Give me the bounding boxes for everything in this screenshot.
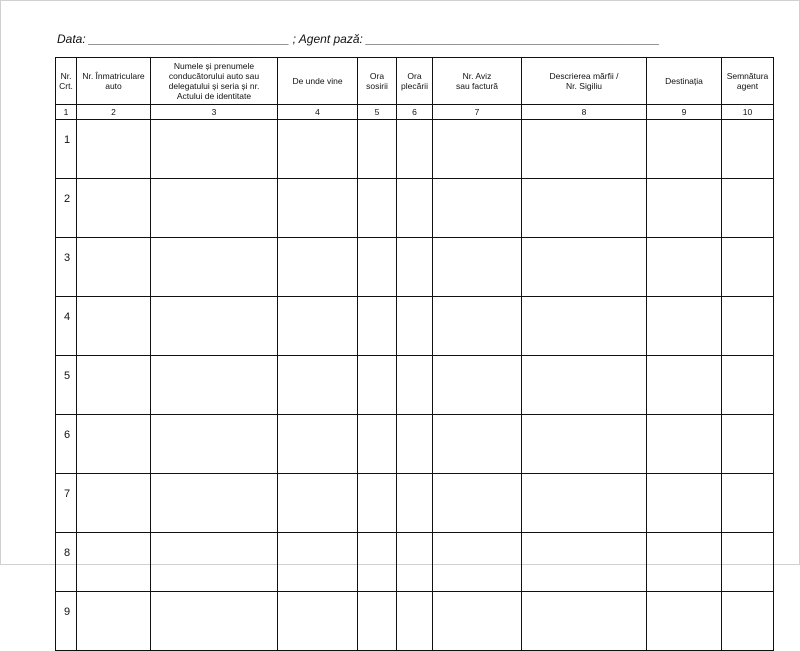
entry-cell[interactable] [722, 297, 774, 356]
entry-cell[interactable] [397, 120, 433, 179]
entry-cell[interactable] [522, 120, 647, 179]
entry-cell[interactable] [77, 592, 151, 651]
entry-cell[interactable] [722, 179, 774, 238]
row-number: 1 [56, 120, 77, 179]
column-number: 3 [151, 105, 278, 120]
column-header-arrival-time: Ora sosirii [358, 58, 397, 105]
entry-cell[interactable] [722, 592, 774, 651]
entry-cell[interactable] [433, 297, 522, 356]
header-row [56, 58, 774, 105]
row-number: 2 [56, 179, 77, 238]
entry-cell[interactable] [151, 592, 278, 651]
row-number: 5 [56, 356, 77, 415]
column-header-plate-number: Nr. Înmatriculare auto [77, 58, 151, 105]
table-row [56, 474, 774, 533]
entry-cell[interactable] [151, 415, 278, 474]
row-number: 3 [56, 238, 77, 297]
entry-cell[interactable] [647, 238, 722, 297]
entry-cell[interactable] [647, 297, 722, 356]
column-header-departure-time: Ora plecării [397, 58, 433, 105]
entry-cell[interactable] [151, 179, 278, 238]
entry-cell[interactable] [77, 297, 151, 356]
entry-cell[interactable] [522, 533, 647, 592]
entry-cell[interactable] [278, 474, 358, 533]
entry-cell[interactable] [151, 474, 278, 533]
entry-cell[interactable] [722, 474, 774, 533]
entry-cell[interactable] [278, 238, 358, 297]
entry-cell[interactable] [151, 533, 278, 592]
table-row [56, 120, 774, 179]
entry-cell[interactable] [647, 592, 722, 651]
column-number-row [56, 105, 774, 120]
entry-cell[interactable] [278, 533, 358, 592]
entry-cell[interactable] [77, 356, 151, 415]
entry-cell[interactable] [358, 297, 397, 356]
column-number: 2 [77, 105, 151, 120]
entry-cell[interactable] [647, 120, 722, 179]
entry-cell[interactable] [278, 179, 358, 238]
column-number: 9 [647, 105, 722, 120]
column-number: 4 [278, 105, 358, 120]
entry-cell[interactable] [358, 474, 397, 533]
entry-cell[interactable] [397, 415, 433, 474]
entry-cell[interactable] [77, 533, 151, 592]
entry-cell[interactable] [358, 179, 397, 238]
column-number: 10 [722, 105, 774, 120]
entry-cell[interactable] [397, 238, 433, 297]
entry-cell[interactable] [358, 533, 397, 592]
entry-cell[interactable] [433, 592, 522, 651]
entry-cell[interactable] [647, 415, 722, 474]
entry-cell[interactable] [278, 415, 358, 474]
column-header-driver-name: Numele și prenumele conducătorului auto sau delegatului și seria și nr. Actului de identitate [151, 58, 278, 105]
row-number: 8 [56, 533, 77, 592]
column-header-nr-crt: Nr. Crt. [56, 58, 77, 105]
entry-cell[interactable] [522, 238, 647, 297]
entry-cell[interactable] [358, 356, 397, 415]
table-row [56, 356, 774, 415]
entry-cell[interactable] [522, 179, 647, 238]
entry-cell[interactable] [278, 120, 358, 179]
entry-cell[interactable] [358, 592, 397, 651]
entry-cell[interactable] [722, 356, 774, 415]
entry-cell[interactable] [278, 356, 358, 415]
entry-cell[interactable] [522, 415, 647, 474]
row-number: 6 [56, 415, 77, 474]
entry-cell[interactable] [358, 415, 397, 474]
entry-cell[interactable] [151, 297, 278, 356]
entry-cell[interactable] [151, 120, 278, 179]
table-row [56, 592, 774, 651]
column-header-goods-description: Descrierea mărfii / Nr. Sigiliu [522, 58, 647, 105]
entry-cell[interactable] [278, 592, 358, 651]
column-header-origin: De unde vine [278, 58, 358, 105]
entry-cell[interactable] [522, 356, 647, 415]
entry-cell[interactable] [433, 120, 522, 179]
table-row [56, 297, 774, 356]
entry-cell[interactable] [397, 356, 433, 415]
entry-cell[interactable] [647, 179, 722, 238]
column-number: 5 [358, 105, 397, 120]
column-header-invoice-number: Nr. Aviz sau factură [433, 58, 522, 105]
entry-cell[interactable] [433, 238, 522, 297]
entry-cell[interactable] [278, 297, 358, 356]
table-row [56, 533, 774, 592]
entry-cell[interactable] [433, 356, 522, 415]
entry-cell[interactable] [522, 474, 647, 533]
entry-cell[interactable] [77, 474, 151, 533]
entry-cell[interactable] [647, 474, 722, 533]
entry-cell[interactable] [358, 120, 397, 179]
table-row [56, 179, 774, 238]
column-header-agent-signature: Semnătura agent [722, 58, 774, 105]
column-number: 6 [397, 105, 433, 120]
entry-cell[interactable] [151, 356, 278, 415]
entry-cell[interactable] [397, 297, 433, 356]
column-header-destination: Destinația [647, 58, 722, 105]
entry-cell[interactable] [77, 179, 151, 238]
form-header: Data: ______________________________ ; Agent pază: ____________________________________________ [57, 32, 660, 46]
entry-cell[interactable] [722, 533, 774, 592]
row-number: 9 [56, 592, 77, 651]
entry-cell[interactable] [647, 533, 722, 592]
column-number: 8 [522, 105, 647, 120]
entry-cell[interactable] [722, 120, 774, 179]
entry-cell[interactable] [722, 415, 774, 474]
vehicle-log-table [55, 57, 774, 651]
table-row [56, 415, 774, 474]
entry-cell[interactable] [77, 120, 151, 179]
entry-cell[interactable] [397, 474, 433, 533]
entry-cell[interactable] [358, 238, 397, 297]
column-number: 7 [433, 105, 522, 120]
entry-cell[interactable] [522, 297, 647, 356]
entry-cell[interactable] [77, 415, 151, 474]
entry-cell[interactable] [722, 238, 774, 297]
entry-cell[interactable] [433, 533, 522, 592]
column-number: 1 [56, 105, 77, 120]
row-number: 7 [56, 474, 77, 533]
table-row [56, 238, 774, 297]
entry-cell[interactable] [433, 474, 522, 533]
entry-cell[interactable] [397, 179, 433, 238]
row-number: 4 [56, 297, 77, 356]
entry-cell[interactable] [151, 238, 278, 297]
entry-cell[interactable] [77, 238, 151, 297]
entry-cell[interactable] [397, 533, 433, 592]
entry-cell[interactable] [397, 592, 433, 651]
entry-cell[interactable] [433, 415, 522, 474]
entry-cell[interactable] [433, 179, 522, 238]
entry-cell[interactable] [522, 592, 647, 651]
entry-cell[interactable] [647, 356, 722, 415]
